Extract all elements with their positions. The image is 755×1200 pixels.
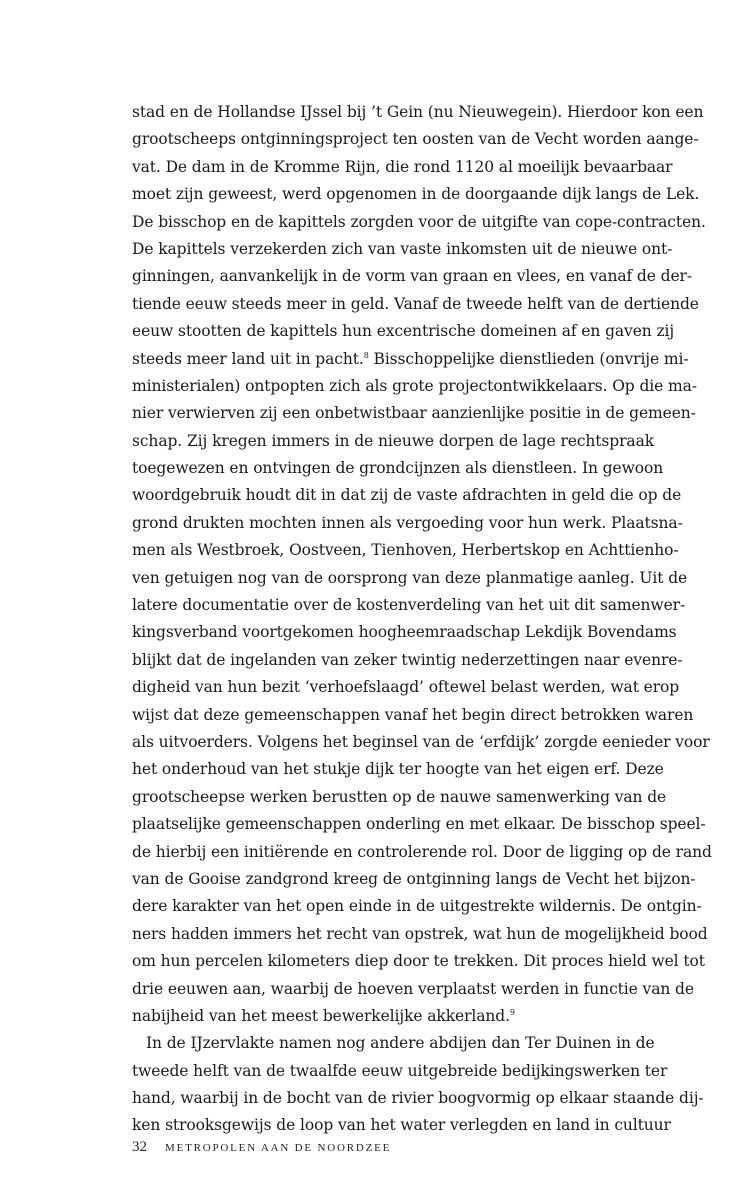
text-line: De kapittels verzekerden zich van vaste inkomsten uit de nieuwe ont- (132, 239, 673, 258)
text-line: eeuw stootten de kapittels hun excentrische domeinen af en gaven zij (132, 322, 675, 341)
text-line: stad en de Hollandse IJssel bij ’t Gein (nu Nieuwegein). Hierdoor kon een (132, 103, 704, 121)
text-line: digheid van hun bezit ‘verhoefslaagd’ oftewel belast werden, wat erop (132, 678, 680, 697)
text-line: De bisschop en de kapittels zorgden voor de uitgifte van cope-contracten. (132, 212, 706, 231)
text-line: van de Gooise zandgrond kreeg de ontginning langs de Vecht het bijzon- (132, 869, 696, 888)
text-line: men als Westbroek, Oostveen, Tienhoven, Herbertskop en Achttienho- (132, 541, 679, 560)
text-line: latere documentatie over de kostenverdeling van het uit dit samenwer- (132, 596, 686, 615)
text-line: ners hadden immers het recht van opstrek, wat hun de mogelijkheid bood (132, 924, 708, 943)
text-line: het onderhoud van het stukje dijk ter hoogte van het eigen erf. Deze (132, 760, 664, 779)
page-footer (132, 1138, 391, 1156)
text-line: grootscheeps ontginningsproject ten oosten van de Vecht worden aange- (132, 130, 699, 149)
text-line-with-footnote (132, 346, 689, 373)
text-line: nier verwierven zij een onbetwistbaar aanzienlijke positie in de gemeen- (132, 404, 696, 423)
text-segment: nabijheid van het meest bewerkelijke akkerland. (132, 1006, 510, 1025)
text-line-with-footnote (132, 1003, 654, 1030)
text-line: schap. Zij kregen immers in de nieuwe dorpen de lage rechtspraak (132, 431, 654, 450)
text-line: om hun percelen kilometers diep door te trekken. Dit proces hield wel tot (132, 952, 705, 971)
text-line: tweede helft van de twaalfde eeuw uitgebreide bedijkingswerken ter (132, 1061, 668, 1080)
text-line: hand, waarbij in de bocht van de rivier boogvormig op elkaar staande dij- (132, 1089, 704, 1108)
footnote-ref: 8 (363, 350, 369, 360)
text-segment: Bisschoppelijke dienstlieden (onvrije mi- (373, 349, 689, 368)
text-line: de hierbij een initiërende en controlerende rol. Door de ligging op de rand (132, 842, 712, 861)
text-line: kingsverband voortgekomen hoogheemraadschap Lekdijk Bovendams (132, 623, 677, 642)
text-line: tiende eeuw steeds meer in geld. Vanaf de tweede helft van de dertiende (132, 294, 699, 313)
text-line: ginningen, aanvankelijk in de vorm van graan en vlees, en vanaf de der- (132, 267, 692, 286)
text-line: moet zijn geweest, werd opgenomen in de doorgaande dijk langs de Lek. (132, 185, 700, 204)
text-line: blijkt dat de ingelanden van zeker twintig nederzettingen naar evenre- (132, 650, 683, 669)
text-line: plaatselijke gemeenschappen onderling en met elkaar. De bisschop speel- (132, 815, 706, 834)
footnote-ref: 9 (509, 1007, 515, 1017)
text-line: ministerialen) ontpopten zich als grote projectontwikkelaars. Op die ma- (132, 376, 697, 395)
text-line: toegewezen en ontvingen de grondcijnzen als dienstleen. In gewoon (132, 459, 664, 478)
running-title: METROPOLEN AAN DE NOORDZEE (165, 1142, 392, 1154)
text-line: wijst dat deze gemeenschappen vanaf het begin direct betrokken waren (132, 705, 694, 724)
text-line: woordgebruik houdt dit in dat zij de vaste afdrachten in geld die op de (132, 486, 682, 505)
text-line: drie eeuwen aan, waarbij de hoeven verplaatst werden in functie van de (132, 979, 694, 998)
body-text (132, 99, 712, 1140)
text-line: grond drukten mochten innen als vergoeding voor hun werk. Plaatsna- (132, 513, 683, 532)
text-line: vat. De dam in de Kromme Rijn, die rond 1120 al moeilijk bevaarbaar (132, 157, 673, 176)
paragraph-start-line: In de IJzervlakte namen nog andere abdijen dan Ter Duinen in de (146, 1034, 655, 1053)
text-line: als uitvoerders. Volgens het beginsel van de ‘erfdijk’ zorgde eenieder voor (132, 732, 710, 751)
text-line: ven getuigen nog van de oorsprong van deze planmatige aanleg. Uit de (132, 568, 688, 587)
page-number: 32 (132, 1139, 147, 1155)
text-line: grootscheepse werken berustten op de nauwe samenwerking van de (132, 787, 667, 806)
text-segment: steeds meer land uit in pacht. (132, 349, 364, 368)
text-line: ken strooksgewijs de loop van het water verlegden en land in cultuur (132, 1116, 671, 1135)
text-line: dere karakter van het open einde in de uitgestrekte wildernis. De ontgin- (132, 897, 702, 916)
